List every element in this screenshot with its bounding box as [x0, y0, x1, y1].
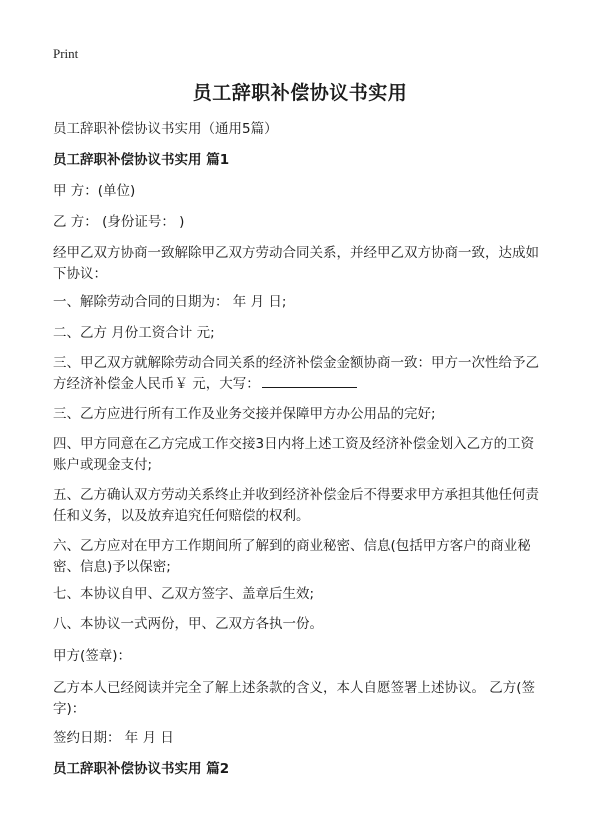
clause-7: 七、本协议自甲、乙双方签字、盖章后生效;: [53, 586, 315, 602]
clause-2: 二、乙方 月份工资合计 元;: [53, 325, 215, 341]
clause-3b: 三、乙方应进行所有工作及业务交接并保障甲方办公用品的完好;: [53, 406, 436, 422]
section-heading-1: 员工辞职补偿协议书实用 篇1: [53, 152, 230, 168]
confirm-line-2: 字)：: [53, 701, 86, 717]
clause-3-line-1: 三、甲乙双方就解除劳动合同关系的经济补偿金金额协商一致：甲方一次性给予乙: [53, 355, 539, 371]
amount-blank-underline: [262, 373, 357, 388]
document-title: 员工辞职补偿协议书实用: [192, 82, 408, 104]
clause-3-line-2-text: 方经济补偿金人民币￥ 元，大写：: [53, 376, 260, 392]
clause-3-line-2: [53, 373, 553, 396]
clause-6-line-2: 密、信息)予以保密;: [53, 559, 171, 575]
clause-4-line-1: 四、甲方同意在乙方完成工作交接3日内将上述工资及经济补偿金划入乙方的工资: [53, 436, 535, 452]
clause-5-line-2: 任和义务，以及放弃追究任何赔偿的权利。: [53, 508, 310, 524]
document-subtitle: 员工辞职补偿协议书实用（通用5篇）: [53, 121, 278, 137]
intro-line-2: 下协议：: [53, 266, 107, 282]
party-a-signature: 甲方(签章)：: [53, 648, 132, 664]
clause-1: 一、解除劳动合同的日期为： 年 月 日;: [53, 294, 287, 310]
sign-date: 签约日期： 年 月 日: [53, 730, 174, 746]
party-a-line: 甲 方：(单位): [53, 183, 136, 199]
confirm-line-1: 乙方本人已经阅读并完全了解上述条款的含义，本人自愿签署上述协议。 乙方(签: [53, 680, 536, 696]
section-heading-2: 员工辞职补偿协议书实用 篇2: [53, 761, 230, 777]
clause-4-line-2: 账户或现金支付;: [53, 457, 153, 473]
clause-8: 八、本协议一式两份，甲、乙双方各执一份。: [53, 616, 323, 632]
party-b-line: 乙 方： (身份证号： ): [53, 214, 185, 230]
intro-line-1: 经甲乙双方协商一致解除甲乙双方劳动合同关系，并经甲乙双方协商一致，达成如: [53, 245, 539, 261]
clause-5-line-1: 五、乙方确认双方劳动关系终止并收到经济补偿金后不得要求甲方承担其他任何责: [53, 487, 539, 503]
print-label: Print: [53, 46, 79, 61]
clause-6-line-1: 六、乙方应对在甲方工作期间所了解到的商业秘密、信息(包括甲方客户的商业秘: [53, 538, 531, 554]
